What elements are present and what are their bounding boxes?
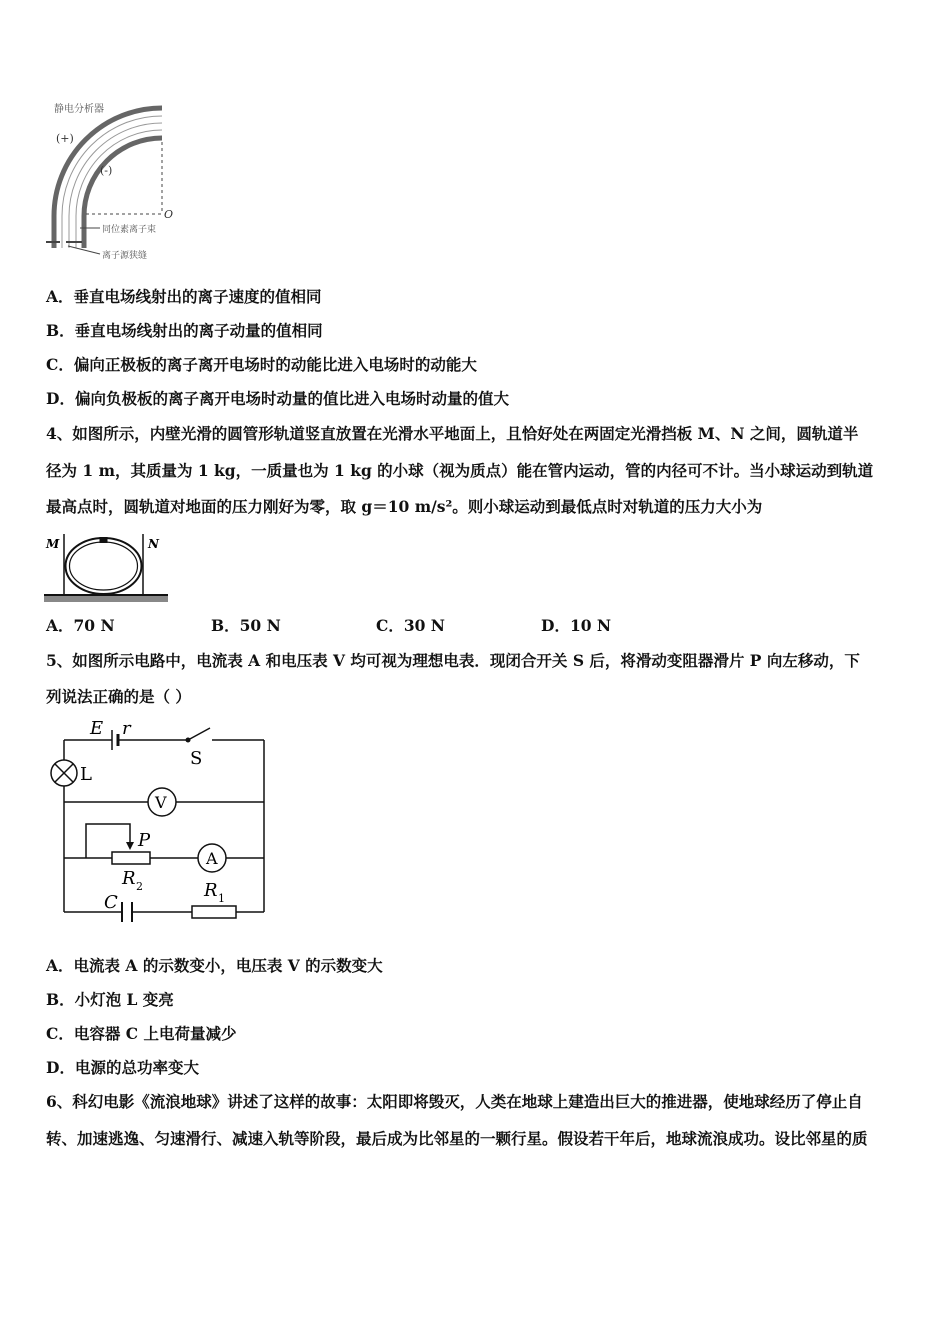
- ring-inner: [70, 542, 138, 590]
- ion-source-slit-label: 离子源狭缝: [102, 251, 148, 261]
- internal-resistance-label: r: [122, 718, 131, 739]
- q4-text-line-2: 径为 1 m，其质量为 1 kg，一质量也为 1 kg 的小球（视为质点）能在管内运动，管的内径可不计。当小球运动到轨道: [46, 461, 874, 480]
- r2-subscript: 2: [136, 880, 143, 893]
- positive-plate-label: (+): [56, 132, 74, 145]
- q5-text-line-2: 列说法正确的是（ ）: [46, 687, 191, 706]
- switch-label: S: [190, 748, 203, 769]
- q3-option-a: A．垂直电场线射出的离子速度的值相同: [46, 287, 322, 306]
- r1-subscript: 1: [218, 892, 225, 905]
- negative-plate-label: (-): [100, 164, 113, 177]
- q3-option-c: C．偏向正极板的离子离开电场时的动能比进入电场时的动能大: [46, 355, 477, 374]
- q4-option-b: B．50 N: [211, 616, 281, 635]
- ball: [100, 537, 108, 543]
- r2-label: R: [122, 868, 136, 889]
- slider-arrow: [126, 842, 134, 850]
- q5-option-d: D．电源的总功率变大: [46, 1058, 199, 1077]
- lamp-label: L: [80, 764, 92, 785]
- q5-option-b: B．小灯泡 L 变亮: [46, 990, 174, 1009]
- switch-blade: [188, 728, 210, 740]
- plate-m-label: M: [46, 537, 60, 551]
- circuit-figure: [40, 714, 280, 926]
- q4-text-line-3: 最高点时，圆轨道对地面的压力刚好为零，取 g＝10 m/s²。则小球运动到最低点时对轨道的压力大小为: [46, 497, 763, 516]
- capacitor-label: C: [104, 892, 118, 913]
- q6-text-line-2: 转、加速逃逸、匀速滑行、减速入轨等阶段，最后成为比邻星的一颗行星。假设若干年后，地球流浪成功。设比邻星的质: [46, 1129, 868, 1148]
- ammeter-label: A: [206, 849, 218, 868]
- q5-text-line-1: 5、如图所示电路中，电流表 A 和电压表 V 均可视为理想电表．现闭合开关 S 后，将滑动变阻器滑片 P 向左移动，下: [46, 651, 860, 670]
- q4-text-line-1: 4、如图所示，内壁光滑的圆管形轨道竖直放置在光滑水平地面上，且恰好处在两固定光滑挡板 M、N 之间，圆轨道半: [46, 424, 859, 443]
- q3-option-d: D．偏向负极板的离子离开电场时动量的值比进入电场时动量的值大: [46, 389, 509, 408]
- center-point-label: O: [164, 208, 174, 221]
- q4-option-d: D．10 N: [541, 616, 612, 635]
- electrostatic-analyzer-figure: [42, 98, 192, 268]
- plate-n-label: N: [148, 537, 159, 551]
- slider-label: P: [138, 830, 151, 851]
- q5-option-c: C．电容器 C 上电荷量减少: [46, 1024, 237, 1043]
- q4-option-c: C．30 N: [376, 616, 445, 635]
- rheostat-r2: [112, 852, 150, 864]
- ion-beam-label: 同位素离子束: [102, 225, 157, 235]
- resistor-r1: [192, 906, 236, 918]
- ring-outer: [66, 538, 142, 594]
- q6-text-line-1: 6、科幻电影《流浪地球》讲述了这样的故事：太阳即将毁灭，人类在地球上建造出巨大的推进器，使地球经历了停止自: [46, 1092, 863, 1111]
- r1-label: R: [204, 880, 218, 901]
- voltmeter-label: V: [155, 793, 167, 812]
- q5-option-a: A．电流表 A 的示数变小，电压表 V 的示数变大: [46, 956, 383, 975]
- ground-hatch: [44, 596, 168, 602]
- ring-track-figure: [44, 528, 168, 604]
- figure-title: 静电分析器: [54, 104, 104, 115]
- q4-option-a: A．70 N: [46, 616, 115, 635]
- emf-label: E: [90, 718, 104, 739]
- q3-option-b: B．垂直电场线射出的离子动量的值相同: [46, 321, 323, 340]
